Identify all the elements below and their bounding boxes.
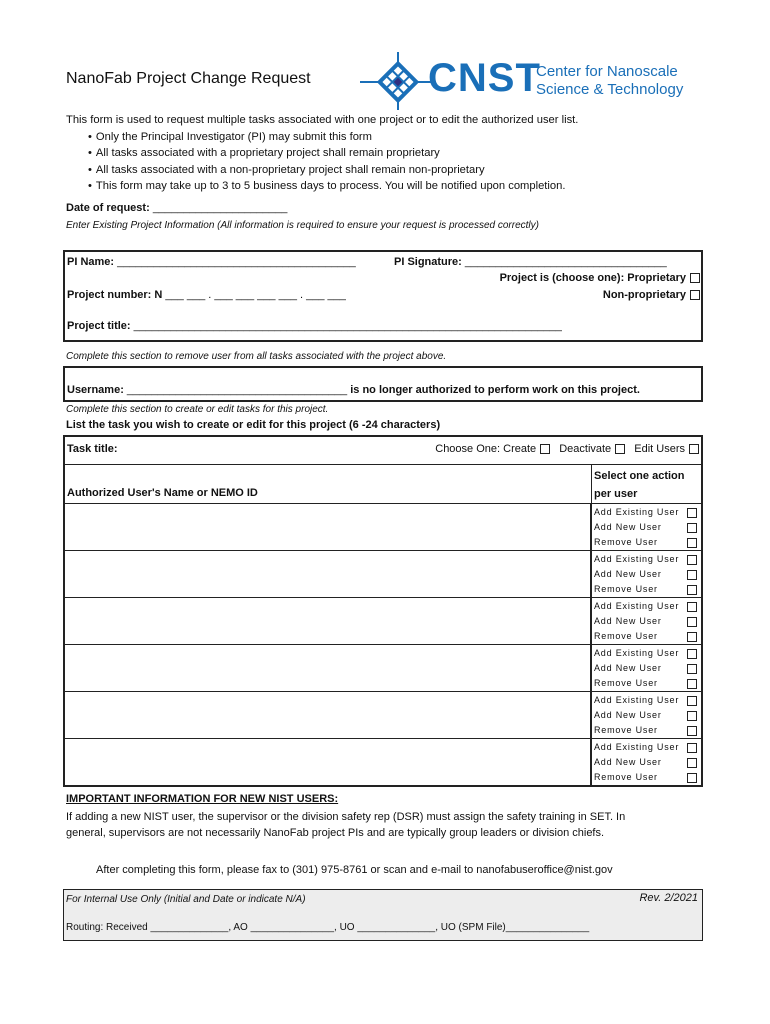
add-new-user-checkbox[interactable] [687,523,697,533]
intro-text: This form is used to request multiple tasks associated with one project or to edit the authorized user list. [66,114,579,126]
remove-user-checkbox[interactable] [687,538,697,548]
non-proprietary-checkbox[interactable] [690,290,700,300]
add-existing-user-checkbox[interactable] [687,555,697,565]
remove-user-checkbox[interactable] [687,632,697,642]
project-number-label: Project number: N [67,289,163,301]
select-action-line-1: Select one action [594,470,685,482]
intro-bullet: • All tasks associated with a proprietary project shall remain proprietary [88,145,578,162]
proprietary-label: Project is (choose one): Proprietary [499,272,686,284]
table-row [64,644,703,692]
add-existing-user-option[interactable]: Add Existing User [594,740,701,755]
add-new-user-checkbox[interactable] [687,570,697,580]
project-title-label: Project title: [67,320,131,332]
add-new-user-checkbox[interactable] [687,711,697,721]
important-text [66,809,706,841]
add-existing-user-checkbox[interactable] [687,696,697,706]
intro-bullets [66,129,578,195]
routing-line[interactable]: Routing: Received ______________, AO _______________, UO ______________, UO (SPM File)_______________ [66,922,590,933]
table-row [64,738,703,786]
pi-signature-field[interactable] [394,256,667,268]
user-name-cell[interactable] [64,692,591,739]
add-existing-user-option[interactable]: Add Existing User [594,646,701,661]
user-action-options [594,692,701,739]
remove-user-option[interactable]: Remove User [594,629,701,644]
user-name-cell[interactable] [64,551,591,598]
important-line-2: general, supervisors are not necessarily NanoFab project PIs and are typically group leaders or division chiefs. [66,827,605,839]
user-name-cell[interactable] [64,645,591,692]
date-label: Date of request: [66,202,150,214]
date-of-request[interactable] [66,202,287,214]
add-new-user-option[interactable]: Add New User [594,567,701,582]
add-new-user-checkbox[interactable] [687,758,697,768]
user-name-cell[interactable] [64,504,591,551]
logo-line-2: Science & Technology [536,81,684,98]
add-new-user-option[interactable]: Add New User [594,661,701,676]
date-blank[interactable]: ______________________ [152,202,288,214]
deactivate-label: Deactivate [559,443,612,455]
remove-user-option[interactable]: Remove User [594,770,701,785]
remove-user-option[interactable]: Remove User [594,723,701,738]
add-existing-user-option[interactable]: Add Existing User [594,505,701,520]
add-new-user-option[interactable]: Add New User [594,520,701,535]
add-existing-user-checkbox[interactable] [687,743,697,753]
remove-user-option[interactable]: Remove User [594,582,701,597]
username-label: Username: [67,384,124,396]
user-action-options [594,504,701,551]
intro-section [66,112,578,195]
proprietary-option[interactable] [500,272,700,284]
pi-name-label: PI Name: [67,256,115,268]
intro-bullet: • All tasks associated with a non-proprietary project shall remain non-proprietary [88,162,578,179]
user-name-cell[interactable] [64,739,591,786]
add-existing-user-option[interactable]: Add Existing User [594,599,701,614]
create-checkbox[interactable] [540,444,550,454]
non-proprietary-option[interactable] [603,289,700,301]
pi-name-field[interactable] [67,256,356,268]
add-new-user-checkbox[interactable] [687,617,697,627]
pi-name-blank[interactable]: _______________________________________ [117,256,356,268]
remove-user-checkbox[interactable] [687,679,697,689]
logo-emblem-icon [358,52,438,110]
important-heading: IMPORTANT INFORMATION FOR NEW NIST USERS: [66,793,339,805]
table-row [64,550,703,598]
create-label: Choose One: Create [435,443,537,455]
add-existing-user-checkbox[interactable] [687,508,697,518]
project-number-blank[interactable]: ___ ___ . ___ ___ ___ ___ . ___ ___ [165,289,346,301]
edit-users-label: Edit Users [634,443,685,455]
add-new-user-option[interactable]: Add New User [594,614,701,629]
pi-signature-label: PI Signature: [394,256,462,268]
project-title-blank[interactable]: ______________________________________________________________________ [133,320,562,332]
cnst-logo [358,52,703,110]
internal-use-label: For Internal Use Only (Initial and Date or indicate N/A) [66,894,306,905]
intro-bullet: • Only the Principal Investigator (PI) may submit this form [88,129,578,146]
project-title-field[interactable] [67,320,562,332]
remove-user-option[interactable]: Remove User [594,676,701,691]
remove-user-checkbox[interactable] [687,726,697,736]
task-action-choice [435,443,699,455]
remove-user-note: Complete this section to remove user from all tasks associated with the project above. [66,351,447,362]
logo-abbrev: CNST [428,56,541,100]
page-title: NanoFab Project Change Request [66,70,311,87]
task-divider [64,464,702,465]
user-name-cell[interactable] [64,598,591,645]
task-instruction: List the task you wish to create or edit for this project (6 -24 characters) [66,419,441,431]
remove-user-checkbox[interactable] [687,773,697,783]
existing-project-note: Enter Existing Project Information (All information is required to ensure your request is processed correctly) [66,220,539,231]
fax-instructions: After completing this form, please fax to (301) 975-8761 or scan and e-mail to nanofabuseroffice@nist.gov [96,864,613,876]
create-task-note: Complete this section to create or edit tasks for this project. [66,404,329,415]
authorized-user-header: Authorized User's Name or NEMO ID [67,487,258,499]
remove-user-checkbox[interactable] [687,585,697,595]
user-action-options [594,739,701,786]
logo-line-1: Center for Nanoscale [536,63,678,80]
username-suffix: is no longer authorized to perform work on this project. [350,384,640,396]
add-new-user-checkbox[interactable] [687,664,697,674]
deactivate-checkbox[interactable] [615,444,625,454]
revision-label: Rev. 2/2021 [639,892,698,904]
username-field[interactable] [67,384,640,396]
username-blank[interactable]: ____________________________________ [126,384,348,396]
select-action-line-2: per user [594,488,638,500]
table-row [64,597,703,645]
user-action-options [594,645,701,692]
user-action-options [594,598,701,645]
edit-users-checkbox[interactable] [689,444,699,454]
intro-bullet: • This form may take up to 3 to 5 business days to process. You will be notified upon completion. [88,178,578,195]
task-title-label[interactable]: Task title: [67,443,118,455]
select-action-header [594,467,684,503]
add-existing-user-option[interactable]: Add Existing User [594,693,701,708]
add-existing-user-checkbox[interactable] [687,602,697,612]
proprietary-checkbox[interactable] [690,273,700,283]
remove-user-option[interactable]: Remove User [594,535,701,550]
important-line-1: If adding a new NIST user, the supervisor or the division safety rep (DSR) must assign the safety training in SET. In [66,811,626,823]
add-new-user-option[interactable]: Add New User [594,708,701,723]
table-row [64,503,703,551]
non-proprietary-label: Non-proprietary [602,289,686,301]
table-row [64,691,703,739]
add-new-user-option[interactable]: Add New User [594,755,701,770]
add-existing-user-checkbox[interactable] [687,649,697,659]
pi-signature-blank[interactable]: _________________________________ [464,256,667,268]
add-existing-user-option[interactable]: Add Existing User [594,552,701,567]
project-number-field[interactable] [67,289,346,301]
user-action-options [594,551,701,598]
